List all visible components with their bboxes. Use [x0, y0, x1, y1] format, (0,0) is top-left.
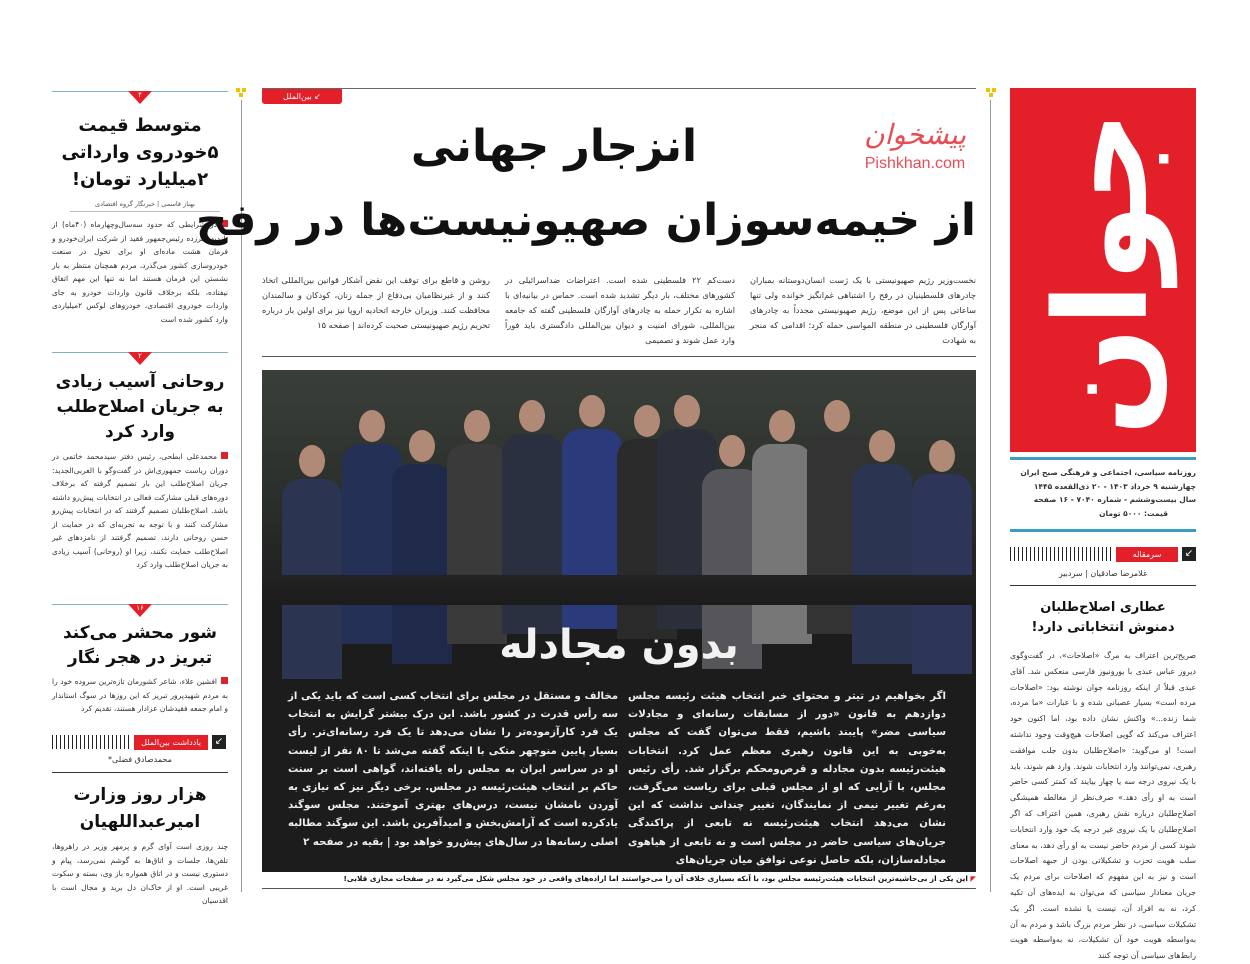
lead-column: نخست‌وزیر رژیم صهیونیستی با یک ژست انسان‌دوستانه بمباران چادرهای فلسطینیان در رفح را اشتباهی غم‌انگیز خوانده ولی تنها ساعاتی پس از این موضع، رژیم صهیونیستی مجدداً به چادرهای آوارگان فلسطینی در منطقه المواسی حمله کرد؛ اقدامی که منجر به شهادت — [750, 275, 976, 345]
photo-scene — [262, 370, 976, 595]
arrow-icon: ↙ — [212, 735, 226, 749]
page-marker: ۱۶ — [128, 604, 152, 617]
ornament-icon — [986, 88, 996, 98]
newspaper-logo: جوان — [1010, 88, 1196, 452]
barcode-ornament — [1010, 547, 1112, 561]
page-marker: ۲ — [128, 352, 152, 365]
person-figure — [752, 410, 812, 644]
story-headline[interactable]: متوسط قیمت ۵خودروی وارداتی ۲میلیارد تومان! — [61, 115, 219, 190]
section-tag: ↙ بین‌الملل — [262, 89, 342, 104]
story-headline[interactable]: شور محشر می‌کند تبریز در هجر نگار — [62, 623, 218, 668]
photo-story-column: اگر بخواهیم در تیتر و محتوای خبر انتخاب هیئت رئیسه مجلس دوازدهم به قانون «دور از مسابقات رسانه‌ای و مجادلات سیاسی مضر» پایبند باشیم، فقط می‌توان گفت که مجلس به‌خوبی به این قانون رهبری معظم عمل کرد. انتخابات هیئت‌رئیسه بدون مجادله و قرص‌ومحکم برگزار شد. رأی رئیس مجلس، با آرایی که او از مجلس قبلی برای ریاست می‌گرفت، به‌رغم تغییر نیمی از نمایندگان، تغییر چندانی نداشت که این نشان می‌دهد انتخاب هیئت‌رئیسه نه تابعی از پراکندگی جریان‌های سیاسی حاضر در مجلس است و نه تابعی از هیاهوی مجادله‌سازان، بلکه حاصل نوعی توافق میان جریان‌های — [628, 691, 946, 866]
editorial-headline[interactable]: عطاری اصلاح‌طلبان دمنوش انتخاباتی دارد! — [1031, 600, 1175, 635]
story-body: افشین علاء، شاعر کشورمان تازه‌ترین سروده خود را به مردم شهیدپرور تبریز که این روزها در سوگ استاندار و امام جمعه فقیدشان عزادار هستند، تقدیم کرد — [52, 677, 228, 713]
arrow-icon: ↙ — [311, 92, 321, 101]
section-tag: سرمقاله — [1116, 547, 1178, 562]
section-tag: یادداشت بین‌الملل — [134, 735, 208, 750]
story-headline[interactable]: روحانی آسیب زیادی به جریان اصلاح‌طلب وارد کرد — [55, 372, 225, 442]
watermark-logo: پیشخوان Pishkhan.com — [863, 118, 967, 172]
note-headline[interactable]: هزار روز وزارت امیرعبداللهیان — [73, 785, 207, 832]
byline: بهناز قاسمی | خبرنگار گروه اقتصادی — [70, 200, 220, 212]
page-marker: ۴ — [128, 91, 152, 104]
column-divider — [990, 100, 991, 892]
arrow-icon: ↙ — [1182, 547, 1196, 561]
author: محمدصادق فضلی* — [108, 755, 172, 764]
lead-column: روشن و قاطع برای توقف این نقض آشکار قوانین بین‌المللی اتخاذ کنند و از غیرنظامیان بی‌دفاع از جمله زنان، کودکان و سالمندان محافظت کنند. وزیران خارجه اتحادیه اروپا نیز برای اولین بار درباره تحریم رژیم صهیونیستی صحبت کرده‌اند | صفحه ۱۵ — [262, 275, 490, 330]
masthead-info: روزنامه سیاسی، اجتماعی و فرهنگی صبح ایران چهارشنبه ۹ خرداد ۱۴۰۳ - ۲۰ ذی‌القعده ۱۴۴۵ سال بیست‌وششم - شماره ۷۰۴۰ - ۱۶ صفحه قیمت: ۵۰۰۰ تومان — [1020, 468, 1196, 518]
ornament-icon — [236, 88, 246, 98]
lead-column: دست‌کم ۲۲ فلسطینی شده است. اعتراضات ضداسرائیلی در کشورهای مختلف، بار دیگر تشدید شده است. حماس در بیانیه‌ای با اشاره به تکرار حمله به چادرهای آوارگان فلسطینی گفته که جامعه بین‌المللی، شورای امنیت و دیوان بین‌المللی دادگستری باید فوراً وارد عمل شوند و تصمیمی — [505, 275, 736, 345]
editorial-body: صریح‌ترین اعتراف به مرگ «اصلاحات»، در گفت‌وگوی دیروز عباس عبدی با یورونیوز فارسی منعکس شد. آقای عبدی قبلاً از اینکه روزنامه جوان نوشته بود: «اصلاحات مرده است» بسیار عصبانی شده و با عبارات «ما مرده، شما زنده...» واکنش نشان داده بود، اما اکنون خود اعتراف می‌کند که گویی اصلاحات هیچ‌وقت وجود نداشته است! او می‌گوید: «اصلاح‌طلبان بدون جلب موافقت رهبری، نمی‌توانند وارد انتخابات شوند. وارد هم شوند، باید با یک نیروی درجه سه یا چهار بیایند که کمتر کسی حاضر است به او رأی دهد.» صرف‌نظر از مغالطه همیشگی اصلاح‌طلبان درباره نقش رهبری، همین اعتراف که اگر اصلاح‌طلبان با یک نیروی غیر درجه یک خود وارد انتخابات شوند کسی از مردم حاضر نیست به او رأی دهد، به معنای سلب هویت تحزب و تشکیلاتی بودن از جبهه اصلاحات است و نیز به این مفهوم که اصلاحات برای مردم یک جریان معنادار سیاسی که می‌توان به ایده‌های آن تکیه کرد، نه به افراد آن، نیست یا نشده است. اگر یک تشکیلات سیاسی، در نظر مردم بزرگ باشد و مردم به آن به‌واسطه هویت خود آن تشکیلات، نه به‌واسطه هویت رابط‌های سیاسی آن توجه کنند — [1010, 651, 1196, 961]
photo-story-column: مخالف و مستقل در مجلس برای انتخاب کسی است که باید یکی از سه رأس قدرت در کشور باشد. این درک بیشتر گرایش به انتخاب یک فرد کارآزموده‌تر را نشان می‌دهد تا یک فرد رسانه‌ای‌تر. رأی بسیار پایین منوچهر متکی با اینکه گفته می‌شد تا ۸۰ نفر از لیست او در سراسر ایران به مجلس راه یافته‌اند، گواهی است بر سنت حاکم بر انتخاب هیئت‌رئیسه در مجلس. برخی دیگر نیز که نیازی به آوردن نامشان نیست، درس‌های بهتری آموختند. مجلس سوگند یادکرده است که آرامش‌بخش و امیدآفرین باشد. این سوگند مطالبه اصلی رسانه‌ها در سال‌های پیش‌رو خواهد بود | بقیه در صفحه ۲ — [288, 691, 618, 848]
editorial-author: غلامرضا صادقیان | سردبیر — [1058, 569, 1148, 578]
barcode-ornament — [52, 735, 130, 749]
parliament-photo[interactable] — [262, 370, 976, 872]
photo-caption: ◤ این یکی از بی‌حاشیه‌ترین انتخابات هیئت‌رئیسه مجلس بود، با آنکه بسیاری خلاف آن را می‌خواستند اما اراده‌های واقعی در خود مجلس شکل می‌گیرد نه در صفحات مجازی قلابی! — [343, 874, 976, 883]
photo-headline[interactable]: بدون مجادله — [499, 622, 739, 668]
story-body: در شرایطی که حدود سه‌سال‌وچهارماه (۴۰ماه) از بازدید سرزده رئیس‌جمهور فقید از شرکت ایران‌خودرو و فرمان هشت ماده‌ای او برای تحول در صنعت خودروسازی کشور می‌گذرد، مردم همچنان منتظر به بار نشستن این فرمان هستند اما نه تنها این مهم اتفاق نیفتاده، بلکه برخلاف قانون واردات خودرو به جای واردات خودروی اقتصادی، خودروهای لوکس ۲میلیاردی وارد کشور شده است — [52, 220, 228, 324]
caption-arrow-icon: ◤ — [967, 874, 976, 883]
note-body: چند روزی است آوای گرم و پرمهر وزیر در راهروها، تلفن‌ها، جلسات و اتاق‌ها به گوشم نمی‌رسد، پیام و دستوری نیست و در اتاق همواره باز وی، بسته و سکوت غریبی است. او از خاک‌ا‌ن دل برید و مجال است با اقدسیان — [52, 842, 228, 905]
story-body: محمدعلی ابطحی، رئیس دفتر سیدمحمد خاتمی در دوران ریاست جمهوری‌اش در گفت‌وگو با العربی‌الجدید: جریان اصلاح‌طلب این بار تصمیم گرفته که برخلاف دوره‌های قبلی مشارکت فعالی در انتخابات پیش‌رو داشته باشد. اصلاح‌طلبان تصمیم گرفتند که در انتخابات پیش‌رو مشارکت کنند و با توجه به تجربه‌ای که در حمایت از حسن روحانی دارند، تصمیم گرفتند از نامزدهای غیر اصلاح‌طلب حمایت نکنند، زیرا او (روحانی) آسیب زیادی به جریان اصلاح‌طلب وارد کرد — [52, 452, 228, 569]
person-figure — [447, 410, 507, 644]
lead-headline[interactable]: انزجار جهانی از خیمه‌سوزان صهیونیست‌ها در رفح — [195, 121, 976, 246]
